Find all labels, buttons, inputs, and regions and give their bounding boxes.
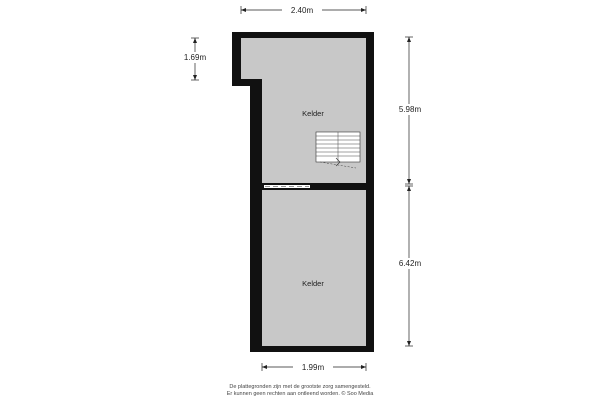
dimension-right-upper-label: 5.98m: [398, 105, 422, 114]
dimension-bottom-label: 1.99m: [301, 363, 325, 372]
disclaimer-line-2: Er kunnen geen rechten aan ontleend worden. © Soo Media: [226, 391, 374, 397]
doorway-opening: [264, 185, 310, 188]
dimension-right-lower-label: 6.42m: [398, 259, 422, 268]
dimension-right-lower: [392, 186, 428, 346]
lower-room-floor: [262, 190, 366, 346]
disclaimer-line-1: De plattegronden zijn met de grootste zorg samengesteld.: [229, 384, 371, 390]
dimension-left: [176, 38, 214, 80]
dimension-top: [241, 5, 366, 15]
dimension-bottom: [262, 362, 366, 372]
dimension-left-label: 1.69m: [183, 53, 207, 62]
room-label-upper: Kelder: [302, 109, 324, 118]
dimension-right-upper: [392, 37, 428, 184]
room-label-lower: Kelder: [302, 279, 324, 288]
dimension-top-label: 2.40m: [290, 6, 314, 15]
